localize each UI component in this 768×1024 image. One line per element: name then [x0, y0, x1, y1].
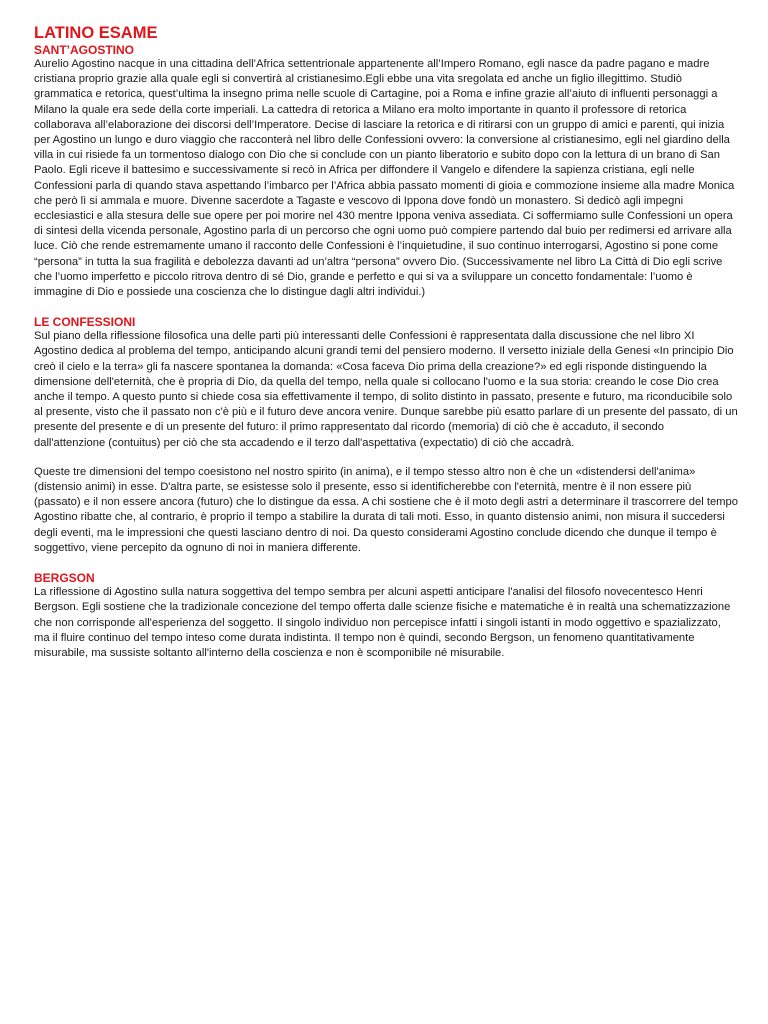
section-bergson — [34, 571, 738, 661]
section-heading: BERGSON — [34, 571, 95, 586]
section-le-confessioni — [34, 315, 738, 556]
section-heading: LE CONFESSIONI — [34, 315, 136, 330]
document-page — [34, 24, 738, 661]
paragraph: Aurelio Agostino nacque in una cittadina dell’Africa settentrionale appartenente all’Impero Romano, egli nasce da padre pagano e madre cristiana proprio grazie alla quale egli si convertirà al cristianesimo.Egli ebbe una vita sregolata ed anche un figlio illegittimo. Studiò grammatica e retorica, quest’ultima la insegno prima nelle scuole di Cartagine, poi a Roma e infine grazie all’aiuto di influenti personaggi a Milano la quale era sede della corte imperiali. La cattedra di retorica a Milano era molto importante in quanto il professore di retorica collaborava all’elaborazione dei discorsi dell’Imperatore. Decise di lasciare la retorica e di ritirarsi con un gruppo di amici e parenti, qui inizia per Agostino un lungo e duro viaggio che racconterà nel libro delle Confessioni ovvero: la conversione al cristianesimo, egli nel giardino della villa in cui risiede fa un tormentoso dialogo con Dio che si conclude con un pianto liberatorio e subito dopo con la lettura di un brano di San Paolo. Egli riceve il battesimo e successivamente si recò in Africa per diffondere il Vangelo e difendere la sapienza cristiana, egli nelle Confessioni parla di quando stava aspettando l’imbarco per l’Africa abbia passato momenti di gioia e commozione insieme alla madre Monica che però lì si ammala e muore. Divenne sacerdote a Tagaste e vescovo di Ippona dove fondò un monastero. Si dedicò agli impegni ecclesiastici e alla stesura delle sue opere per poi morire nel 430 mentre Ippona veniva assediata. Ci soffermiamo sulle Confessioni un opera di sintesi della vicenda personale, Agostino parla di un percorso che ogni uomo può compiere partendo dal buio per redimersi ed arrivare alla luce. Ciò che rende estremamente umano il racconto delle Confessioni è l’inquietudine, il suo continuo interrogarsi, Agostino si pone come “persona” in tutta la sua fragilità e debolezza davanti ad un’altra “persona” ovvero Dio. (Successivamente nel libro La Città di Dio egli scrive che l’uomo imperfetto e piccolo ritrova dentro di sé Dio, grande e perfetto e qui si va a sviluppare un concetto fondamentale: l’uomo è immagine di Dio e possiede una coscienza che lo distingue dagli altri individui.) — [34, 58, 735, 299]
paragraph: La riflessione di Agostino sulla natura soggettiva del tempo sembra per alcuni aspetti anticipare l'analisi del filosofo novecentesco Henri Bergson. Egli sostiene che la tradizionale concezione del tempo offerta dalle scienze fisiche e matematiche è in realtà una schematizzazione che non corrisponde all'esperienza del soggetto. Il singolo individuo non percepisce infatti i singoli istanti in modo oggettivo e spazializzato, ma il fluire continuo del tempo inteso come durata indistinta. Il tempo non è quindi, secondo Bergson, un fenomeno quantitativamente misurabile, ma sussiste soltanto all'interno della coscienza e non è scomponibile né misurabile. — [34, 586, 731, 659]
paragraph: Queste tre dimensioni del tempo coesistono nel nostro spirito (in anima), e il tempo stesso altro non è che un «distendersi dell'anima» (distensio animi) in esse. D'altra parte, se esistesse solo il presente, esso si identificherebbe con l'eternità, mentre è il non essere più (passato) e il non essere ancora (futuro) che lo distingue da essa. A chi sostiene che è il moto degli astri a determinare il trascorrere del tempo Agostino ribatte che, al contrario, è proprio il tempo a stabilire la durata di tali moti. Esso, in quanto distensio animi, non misura il succedersi degli eventi, ma le impressioni che questi lasciano dentro di noi. Da questo considerami Agostino conclude dicendo che dunque il tempo è soggettivo, viene percepito da ognuno di noi in maniera differente. — [34, 465, 738, 554]
section-heading: SANT’AGOSTINO — [34, 43, 135, 57]
document-title: LATINO ESAME — [34, 24, 158, 42]
paragraph: Sul piano della riflessione filosofica una delle parti più interessanti delle Confessioni è rappresentata dalla discussione che nel libro XI Agostino dedica al problema del tempo, anticipando alcuni grandi temi del pensiero moderno. Il versetto iniziale della Genesi «In principio Dio creò il cielo e la terra» gli fa nascere spontanea la domanda: «Cosa faceva Dio prima della creazione?» ed egli risponde distinguendo la dimensione dell'eternità, che è propria di Dio, da quella del tempo, nella quale si collocano l'uomo e la sua storia: creando le cose Dio crea anche il tempo. A questo punto si chiede cosa sia effettivamente il tempo, di solito distinto in passato, presente e futuro, ma riconducibile solo al presente, visto che il passato non c'è più e il futuro deve ancora venire. Dunque sarebbe più esatto parlare di un presente del passato, di un presente del presente e di un presente del futuro: il primo rappresentato dal ricordo (memoria) di ciò che è accaduto, il secondo dall'attenzione (contuitus) per ciò che sta accadendo e il terzo dall'aspettativa (expectatio) di ciò che accadrà. — [34, 330, 738, 449]
section-sant-agostino — [34, 43, 738, 300]
